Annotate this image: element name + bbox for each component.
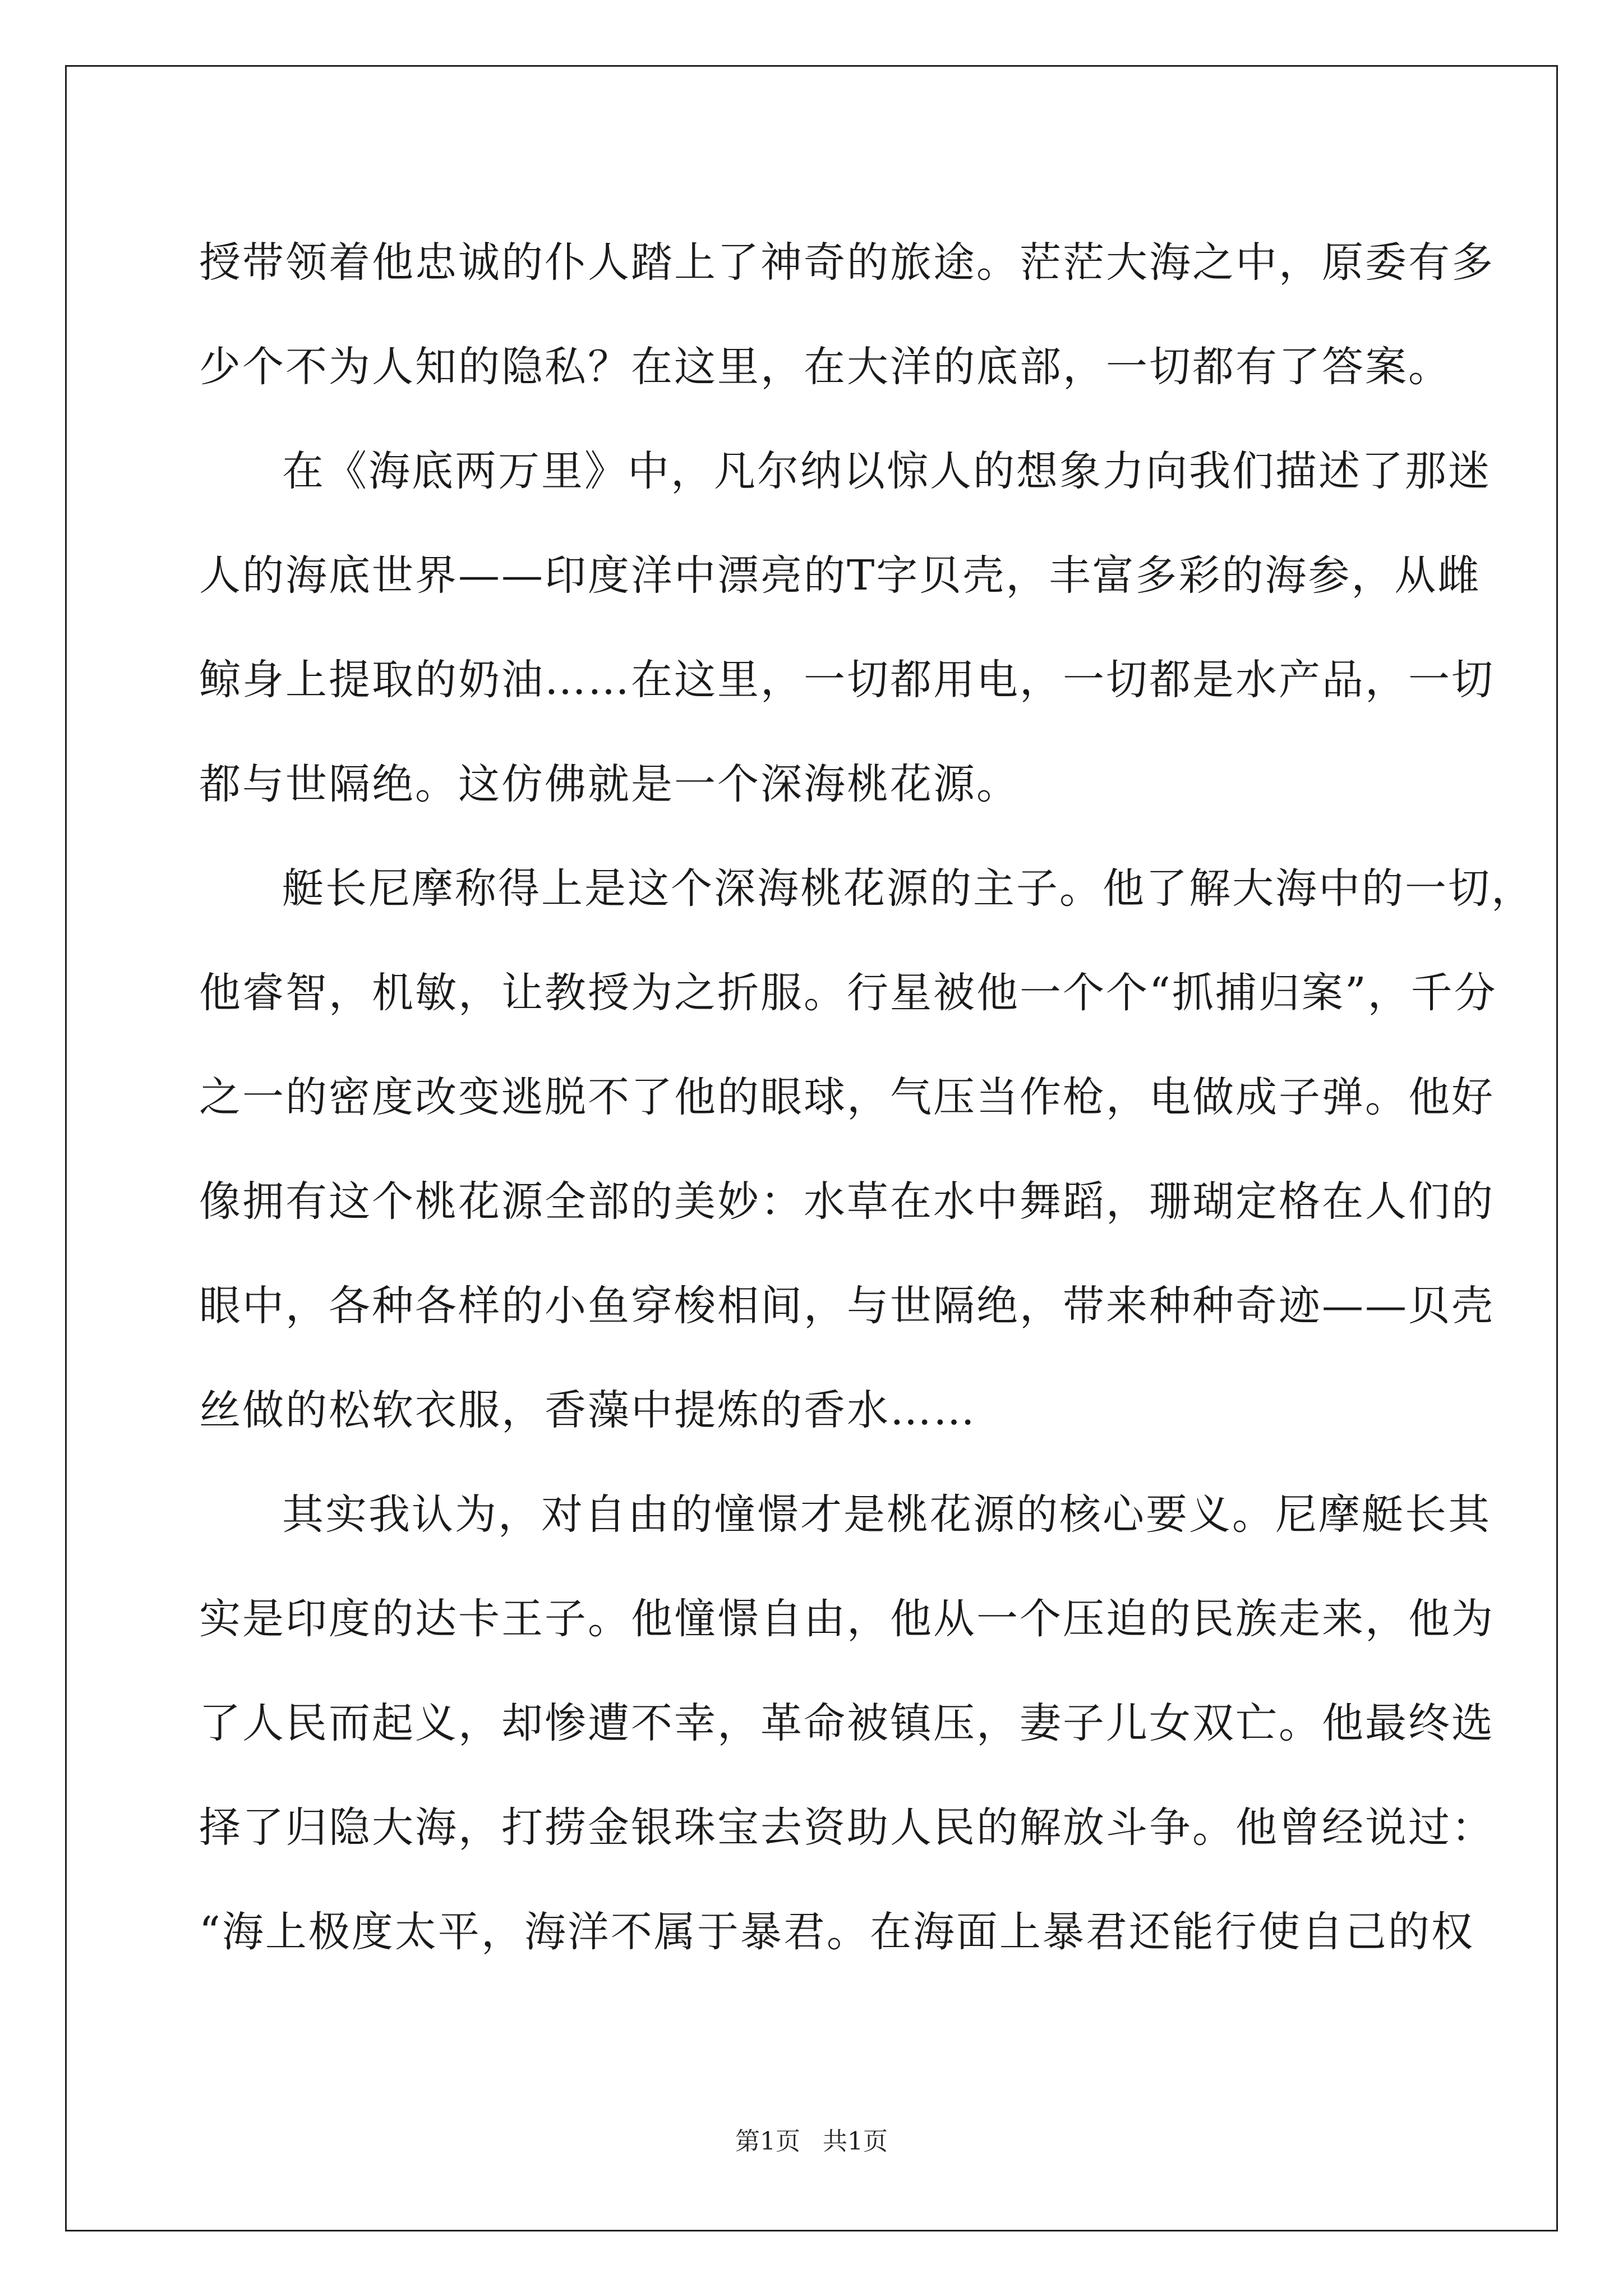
text-line-3: 在《海底两万里》中，凡尔纳以惊人的想象力向我们描述了那迷 [282, 447, 1491, 495]
text-line-13: 其实我认为，对自由的憧憬才是桃花源的核心要义。尼摩艇长其 [282, 1490, 1491, 1539]
text-line-8: 他睿智，机敏，让教授为之折服。行星被他一个个“抓捕归案”，千分 [199, 969, 1497, 1017]
text-line-16: 择了归隐大海，打捞金银珠宝去资助人民的解放斗争。他曾经说过： [199, 1803, 1495, 1852]
text-line-14: 实是印度的达卡王子。他憧憬自由，他从一个压迫的民族走来，他为 [199, 1595, 1495, 1643]
document-body [199, 210, 1534, 1984]
text-line-12: 丝做的松软衣服，香藻中提炼的香水…… [199, 1386, 976, 1434]
text-line-17: “海上极度太平，海洋不属于暴君。在海面上暴君还能行使自己的权 [199, 1908, 1474, 1956]
page-total: 共1页 [823, 2127, 888, 2156]
text-line-4: 人的海底世界——印度洋中漂亮的T字贝壳，丰富多彩的海参，从雌 [199, 551, 1481, 600]
text-line-7: 艇长尼摩称得上是这个深海桃花源的主子。他了解大海中的一切， [282, 864, 1534, 913]
text-line-15: 了人民而起义，却惨遭不幸，革命被镇压，妻子儿女双亡。他最终选 [199, 1699, 1495, 1747]
page-number: 第1页 [735, 2127, 800, 2156]
text-line-5: 鲸身上提取的奶油……在这里，一切都用电，一切都是水产品，一切 [199, 656, 1495, 704]
text-line-10: 像拥有这个桃花源全部的美妙：水草在水中舞蹈，珊瑚定格在人们的 [199, 1177, 1495, 1226]
text-line-6: 都与世隔绝。这仿佛就是一个深海桃花源。 [199, 760, 1020, 808]
text-line-11: 眼中，各种各样的小鱼穿梭相间，与世隔绝，带来种种奇迹——贝壳 [199, 1282, 1495, 1330]
text-line-1: 授带领着他忠诚的仆人踏上了神奇的旅途。茫茫大海之中，原委有多 [199, 238, 1495, 287]
text-line-2: 少个不为人知的隐私？在这里，在大洋的底部，一切都有了答案。 [199, 343, 1451, 391]
text-line-9: 之一的密度改变逃脱不了他的眼球，气压当作枪，电做成子弹。他好 [199, 1073, 1495, 1121]
page-footer [0, 2125, 1623, 2159]
